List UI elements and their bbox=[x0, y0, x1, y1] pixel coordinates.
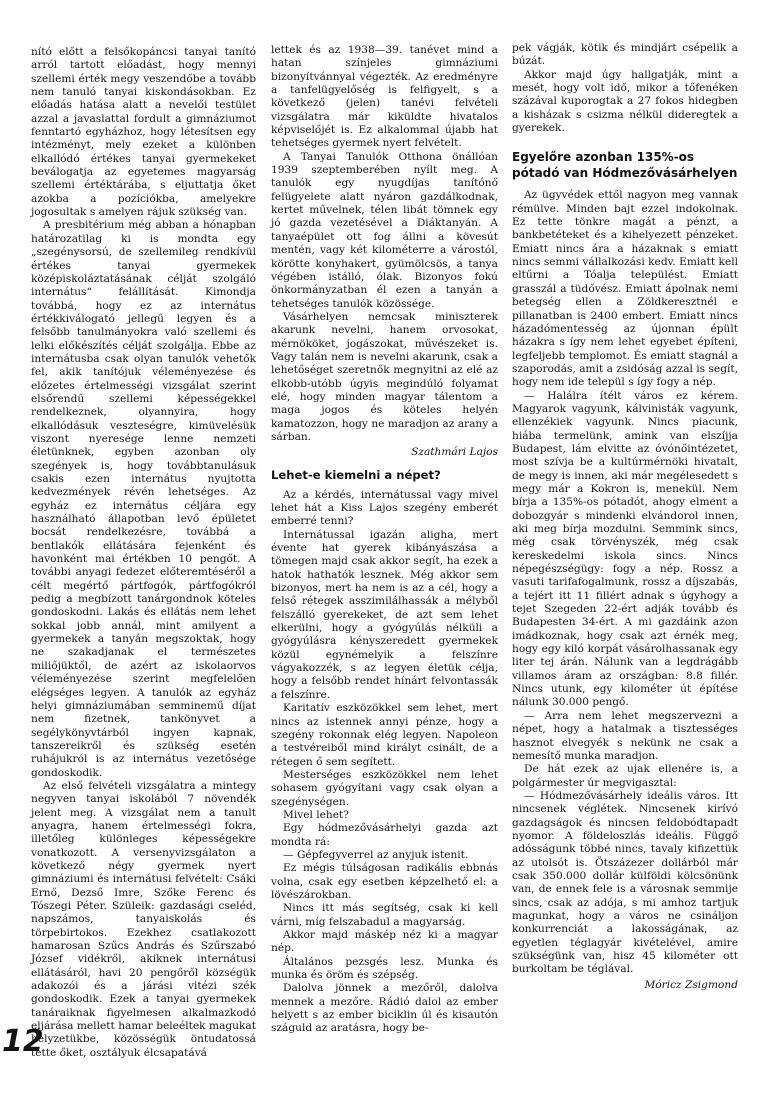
paragraph: lettek és az 1938—39. tanévet mind a hatan színjeles gimnáziumi bizonyítvánnyal végezték. Az eredményre a tanfelügyelőség is felfigyelt, s a következő (jelen) tanévi felvételi vizsgálatra már kiküldte hivatalos képviselőjét is. Ez alkalommal újabb hat tehetséges gyermek nyert felvételt. bbox=[271, 44, 498, 150]
paragraph: Akkor majd úgy hallgatják, mint a mesét, hogy volt idő, mikor a tőfenéken százával kuporogtak a 27 fokos hidegben a kisházak s csizma nélkül dideregtek a gyerekek. bbox=[512, 68, 738, 135]
paragraph: Ez mégis túlságosan radikális ebbnás volna, csak egy esetben képzelhető el: a lövészárokban. bbox=[271, 862, 498, 901]
paragraph: — Gépfegyverrel az anyjuk istenit. bbox=[283, 848, 469, 861]
paragraph: Általános pezsgés lesz. Munka és munka és öröm és szépség. bbox=[271, 955, 498, 982]
paragraph: Vásárhelyen nemcsak miniszterek akarunk nevelni, hanem orvosokat, mérnököket, jogászokat, művészeket is. Vagy talán nem is nevelni akarunk, csak a lehetőséget szeretnők megnyitni az elé az elkobb-utóbb úgyis megindúló folyamat elé, hogy minden magyar tálentom a maga jogos és köteles helyén kamatozzon, hogy ne maradjon az arany a sárban. bbox=[271, 310, 498, 443]
column-1 bbox=[31, 46, 256, 1060]
paragraph: De hát ezek az ujak ellenére is, a polgármester úr megvigasztal: bbox=[512, 763, 738, 789]
paragraph: Internátussal igazán aligha, mert évente hat gyerek kibányászása a tömegen majd csak akkor segít, ha ezek a hatok hathatók lesznek. Még akkor sem bizonyos, mert ha nem is az a cél, hogy a felső rétegek asszimilálhassák a mélyből felszálló gyerekeket, de azt sem lehet elkerülni, hogy a gyógyúlás nélküli a gyógyúlásra kényszeredett gyermekek közül egynémelyik a felszínre vágyakozzék, s az legyen életük célja, hogy a felsőbb rendet hínárt felvontassák a felszínre. bbox=[271, 528, 498, 701]
paragraph: A presbitérium még abban a hónapban határozatilag ki is mondta egy „szegénysorsú, de szellemileg rendkívül értékes tanyai gyermekek középiskoláztatásának célját szolgáló internátus“ felállítását. Kimondja továbbá, hogy ez az internátus értékkiválogató jellegű legyen és a felsőbb tanulmányokra való szellemi és lelki előkészítés célját szolgálja. Ebbe az internátusba csak olyan tanulók vehetők fel, akik tanítójuk véleményezése és előzetes értelmességi vizsgálat szerint elsőrendű szellemi képességekkel rendelkeznek, olyannyira, hogy elkallódásuk veszteségre, kimüvelésük viszont nyeresége lenne nemzeti életünknek, egyben azonban oly szegények is, hogy továbbtanulásuk csakis ezen internátus nyujtotta kedvezmények révén lehetséges. Az egyház ez internátus céljára egy használható állapotban levő épületet bocsát rendelkezésre, továbbá a bentlakók ellátására fejenként és havonként mai értékben 10 pengőt. A további anyagi fedezet előteremtéséről a célt megértő pártfogók, pártfogókról pedig a megbízott tanárgondnok köteles gondoskodni. Lakás és ellátás nem lehet sokkal jobb annál, mint amilyent a gyermekek a tanyán megszoktak, hogy ne szakadjanak el természetes miliőjüktől, de azért az iskolaorvos véleményezése szerint megfelelően elégséges legyen. A tanulók az egyház helyi gimnáziumában semminemű díjat nem fizetnek, tankönyvet a segélykönyvtárból ingyen kapnak, tanszereikről és szükség esetén ruhájukról is az internátus vezetősége gondoskodik. bbox=[31, 219, 256, 779]
paragraph: Mesterséges eszközökkel nem lehet sohasem gyógyítani vagy csak olyan a szegénységen. bbox=[271, 768, 498, 808]
paragraph: — Halálra ítélt város ez kérem. Magyarok vagyunk, kálvinisták vagyunk, ellenzékiek vagyunk. Nincs piacunk, hiába termelünk, amink van elszíjja Budapest, lám elvitte az óvónőintézetet, most szívja be a kultúrmérnöki hivatalt, de megy is innen, aki már megélesedett s megy már a Kokron is, menekül. Nem bírja a 135%-os pótadót, ahogy elment a dobozgyár s mindenki elvándorol innen, aki meg bírja mozdulni. Semmink sincs, még csak törvényszék, még csak kereskedelmi iskola sincs. Nincs népegészségügy: fogy a nép. Rossz a vasuti tarifafogalmunk, rossz a díjszabás, a tejért itt 11 fillért adnak s úgyhogy a tejet Szegeden 22-ért adják tovább és Budapesten 34-ért. A mi gazdáink azon imádkoznak, hogy csak azt érnék meg, hogy egy kiló korpát vásárolhassanak egy liter tej árán. Nálunk van a legdrágább villamos áram az országban: 8.8 fillér. Nincs utunk, egy kilométer út építése nálunk 30.000 pengő. bbox=[512, 389, 738, 709]
column-3 bbox=[512, 42, 738, 996]
paragraph: Az a kérdés, internátussal vagy mivel lehet hát a Kiss Lajos szegény emberét emberré tenni? bbox=[271, 488, 498, 528]
paragraph: Karitatív eszközökkel sem lehet, mert nincs az istennek annyi pénze, hogy a szegény rokonnak elég legyen. Napoleon a testvéreiből mind királyt csinált, de a rétegen ő sem segített. bbox=[271, 702, 498, 768]
paragraph: Dalolva jönnek a mezőről, dalolva mennek a mezőre. Rádió dalol az ember helyett s az ember biciklin úl és kisautón száguld az aratásra, hogy be- bbox=[271, 982, 498, 1035]
paragraph: Az ügyvédek ettől nagyon meg vannak rémülve. Minden bajt ezzel indokolnak. Ez tette tönkre magát a pénzt, a bankbetéteket és a kihelyezett pénzeket. Emiatt nincs ára a házaknak s emiatt nincs semmi vállalkozási kedv. Emiatt kell eltűrni a Tóalja települést. Emiatt grasszál a tüdővész. Emiatt ápolnak nemi betegség ellen a Zöldkeresztnél e pillanatban is 2400 embert. Emiatt nincs házadómentesség az újonnan épült házakra s így nem lehet egyebet építeni, legfeljebb templomot. És emiatt stagnál a szaporodás, amit a zsidóság azzal is segít, hogy nem ide települ s így fogy a nép. bbox=[512, 189, 738, 389]
page-number: 12 bbox=[2, 1024, 44, 1059]
paragraph: pek vágják, kötik és mindjárt csépelik a búzát. bbox=[512, 42, 738, 68]
paragraph: nító előtt a felsőkopáncsi tanyai tanító arról tartott előadást, hogy mennyi szellemi érték megy veszendőbe a tovább nem tanuló tanyai kiskondásokban. Ez előadás hatása alatt a nevelői testület azzal a javaslattal fordult a gimnáziumot fenntartó egyházhoz, hogy létesítsen egy intézményt, mely ezeket a különben elkallódó értékes tanyai gyermekeket beválogatja az egyetemes magyarság szellemi értéktárába, s eljuttatja őket azokba a pozíciókba, amelyekre jogosultak s amelyen rájuk szükség van. bbox=[31, 46, 256, 219]
paragraph: — Hódmezővásárhely ideális város. Itt nincsenek véglétek. Nincsenek kirívó gazdagságok és nincsen feldobódtapadt nyomor. A földeloszlás ideális. Függő adósságunk többé nincs, tavaly kifizettük az utolsót is. Ötszázezer dollárból már csak 350.000 dollár külföldi kölcsönünk van, de ennek fele is a városnak semmije sincs, csak az adója, s mi amhoz tartjuk magunkat, hogy a város ne csináljon konkurrenciát a lakosságának, az egyetlen téglagyár kivételével, amire szükségünk van, hisz 45 kilométer ott burkoltam be téglával. bbox=[512, 789, 738, 976]
paragraph: Mivel lehet? bbox=[283, 808, 349, 821]
author-signature: Móricz Zsigmond bbox=[644, 978, 738, 991]
section-heading: Lehet-e kiemelni a népet? bbox=[271, 467, 441, 482]
column-2 bbox=[271, 44, 498, 1036]
author-signature: Szathmári Lajos bbox=[411, 446, 498, 459]
section-heading: Egyelőre azonban 135%-os pótadó van Hódmezővásárhelyen bbox=[512, 150, 738, 181]
paragraph: Az első felvételi vizsgálatra a mintegy negyven tanyai iskolából 7 növendék jelent meg. A vizsgálat nem a tanult anyagra, hanem értelmességi fokra, illetőleg különleges képességekre vonatkozott. A versenyvizsgálaton a következő négy gyermek nyert gimnáziumi és internátusi felvételt: Csáki Ernő, Dezső Imre, Szőke Ferenc és Tószegi Péter. Szüleik: gazdasági cseléd, napszámos, tanyaiskolás és törpebirtokos. Ezekhez csatlakozott hamarosan Szűcs András és Szűrszabó József vidékről, akiknek internátusi ellátásáról, havi 20 pengőről községük adakozói és a járási vitézi szék gondoskodik. Ezek a tanyai gyermekek tanáraiknak figyelmesen alkalmazkodó eljárása mellett hamar beleéltek magukat helyzetükbe, közösségük öntudatossá tette őket, osztályuk élcsapatává bbox=[31, 779, 256, 1059]
paragraph: Nincs itt más segítség, csak ki kell várni, míg felszabadul a magyarság. bbox=[271, 902, 498, 928]
paragraph: Akkor majd máskép néz ki a magyar nép. bbox=[271, 929, 498, 955]
paragraph: — Arra nem lehet megszervezni a népet, hogy a hatalmak a tisztességes hasznot elvegyék s nekünk ne csak a nemesítő munka maradjon. bbox=[512, 709, 738, 762]
paragraph: A Tanyai Tanulók Otthona önállóan 1939 szeptemberében nyílt meg. A tanulók egy nyugdíjas tanítónő felügyelete alatt nyáron gazdálkodnak, kertet művelnek, télen libát tömnek egy jó gazda vezetésével a Diáktanyán. A tanyaépület ott fog állni a kövesút mentén, vagy két kilométerre a várostól, körötte konyhakert, gyümölcsös, a tanya végében istálló, ólak. Bizonyos fokú önkormányzatban él ezen a tanyán a tehetséges tanulók közössége. bbox=[271, 150, 498, 310]
paragraph: Egy hódmezővásárhelyi gazda azt mondta rá: bbox=[271, 822, 498, 848]
